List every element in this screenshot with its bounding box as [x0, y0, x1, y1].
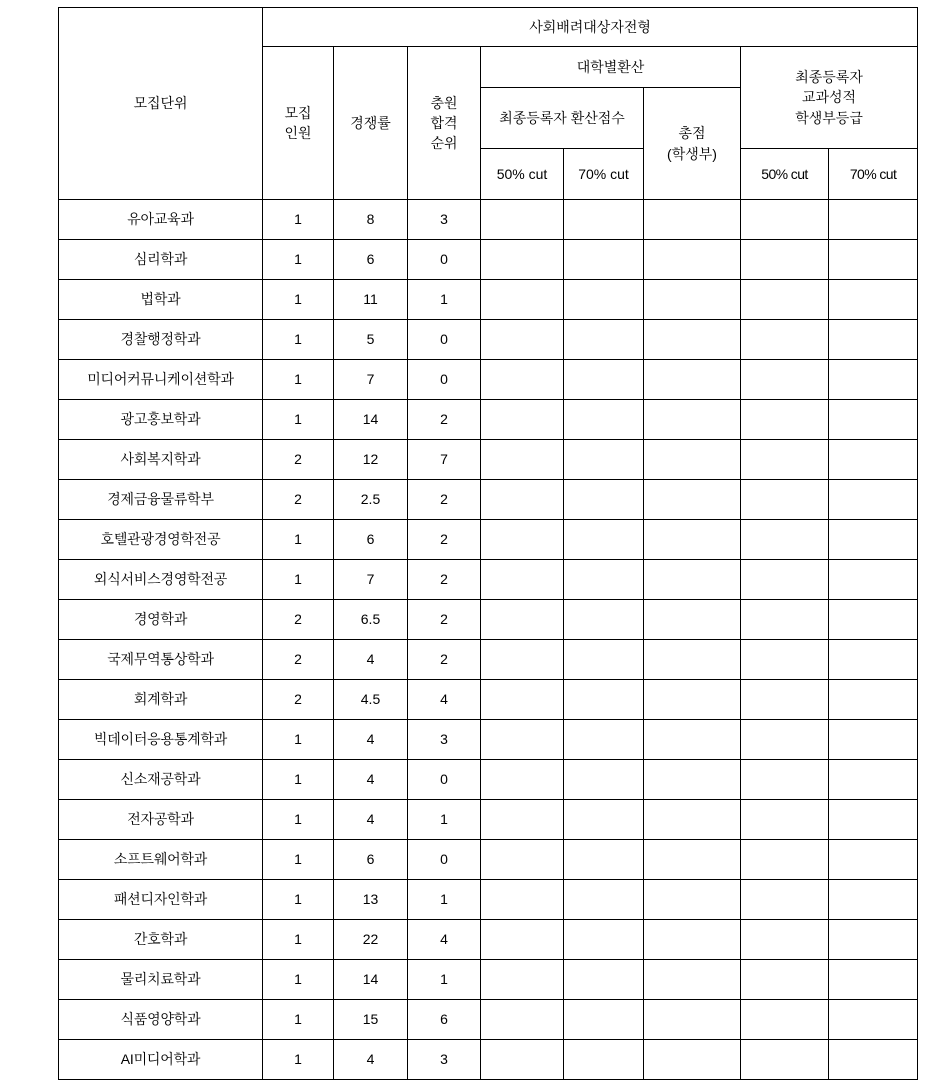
- cell-conversion-cut70: [564, 760, 644, 800]
- cell-grade-cut50: [741, 800, 829, 840]
- cell-grade-cut70: [829, 720, 918, 760]
- cell-conversion-cut50: [481, 520, 564, 560]
- cell-quota: 1: [263, 560, 334, 600]
- cell-conversion-cut50: [481, 960, 564, 1000]
- cell-conversion-cut50: [481, 200, 564, 240]
- cell-quota: 2: [263, 680, 334, 720]
- cell-grade-cut70: [829, 240, 918, 280]
- cell-conversion-cut70: [564, 600, 644, 640]
- cell-grade-cut50: [741, 560, 829, 600]
- cell-grade-cut70: [829, 920, 918, 960]
- column-header-competition-ratio: 경쟁률: [334, 47, 408, 200]
- cell-conversion-cut50: [481, 400, 564, 440]
- column-group-header-university-conversion: 대학별환산: [481, 47, 741, 88]
- rank-label-line1: 충원: [430, 94, 458, 111]
- cell-recruitment-unit: 신소재공학과: [59, 760, 263, 800]
- cell-total-score: [644, 320, 741, 360]
- cell-competition-ratio: 4: [334, 1040, 408, 1080]
- cell-grade-cut50: [741, 880, 829, 920]
- cell-recruitment-unit: 경영학과: [59, 600, 263, 640]
- cell-conversion-cut70: [564, 360, 644, 400]
- cell-grade-cut50: [741, 360, 829, 400]
- cell-conversion-cut70: [564, 1000, 644, 1040]
- table-header: [59, 8, 918, 200]
- cell-grade-cut70: [829, 840, 918, 880]
- cell-grade-cut50: [741, 480, 829, 520]
- table-row: [59, 680, 918, 720]
- table-row: [59, 440, 918, 480]
- cell-grade-cut50: [741, 600, 829, 640]
- cell-conversion-cut70: [564, 880, 644, 920]
- cell-recruitment-unit: 소프트웨어학과: [59, 840, 263, 880]
- cell-conversion-cut50: [481, 1040, 564, 1080]
- cell-quota: 1: [263, 200, 334, 240]
- cell-total-score: [644, 840, 741, 880]
- cell-grade-cut50: [741, 640, 829, 680]
- cell-total-score: [644, 240, 741, 280]
- cell-grade-cut70: [829, 280, 918, 320]
- cell-quota: 1: [263, 800, 334, 840]
- cell-grade-cut50: [741, 520, 829, 560]
- total-score-label-line1: 총점: [678, 125, 706, 142]
- cell-grade-cut70: [829, 320, 918, 360]
- final-grade-label-line3: 학생부등급: [795, 109, 863, 126]
- cell-recruitment-unit: 유아교육과: [59, 200, 263, 240]
- cell-conversion-cut50: [481, 240, 564, 280]
- cell-conversion-cut50: [481, 280, 564, 320]
- cell-total-score: [644, 360, 741, 400]
- cell-waitlist-rank: 2: [408, 600, 481, 640]
- cell-total-score: [644, 920, 741, 960]
- cell-conversion-cut70: [564, 400, 644, 440]
- cell-conversion-cut70: [564, 1040, 644, 1080]
- cell-quota: 1: [263, 1000, 334, 1040]
- column-group-header-final-enrolled-grade: [741, 47, 918, 149]
- cell-waitlist-rank: 4: [408, 680, 481, 720]
- cell-total-score: [644, 400, 741, 440]
- cell-conversion-cut50: [481, 680, 564, 720]
- cell-recruitment-unit: 국제무역통상학과: [59, 640, 263, 680]
- rank-label-line2: 합격: [430, 114, 458, 131]
- cell-grade-cut50: [741, 1040, 829, 1080]
- cell-competition-ratio: 14: [334, 960, 408, 1000]
- cell-conversion-cut50: [481, 880, 564, 920]
- cell-recruitment-unit: 회계학과: [59, 680, 263, 720]
- table-row: [59, 800, 918, 840]
- table-row: [59, 560, 918, 600]
- cell-total-score: [644, 800, 741, 840]
- cell-recruitment-unit: 전자공학과: [59, 800, 263, 840]
- cell-competition-ratio: 4: [334, 640, 408, 680]
- cell-waitlist-rank: 1: [408, 880, 481, 920]
- cell-total-score: [644, 520, 741, 560]
- cell-competition-ratio: 12: [334, 440, 408, 480]
- cell-conversion-cut70: [564, 960, 644, 1000]
- cell-conversion-cut50: [481, 800, 564, 840]
- cell-waitlist-rank: 0: [408, 360, 481, 400]
- cell-waitlist-rank: 0: [408, 760, 481, 800]
- cell-grade-cut70: [829, 640, 918, 680]
- table-row: [59, 960, 918, 1000]
- cell-competition-ratio: 4: [334, 800, 408, 840]
- cell-quota: 1: [263, 520, 334, 560]
- cell-grade-cut70: [829, 1000, 918, 1040]
- cell-grade-cut70: [829, 600, 918, 640]
- cell-competition-ratio: 7: [334, 560, 408, 600]
- column-header-final-enrolled-converted-score: 최종등록자 환산점수: [481, 88, 644, 149]
- cell-grade-cut50: [741, 1000, 829, 1040]
- cell-waitlist-rank: 0: [408, 840, 481, 880]
- cell-conversion-cut70: [564, 640, 644, 680]
- cell-competition-ratio: 8: [334, 200, 408, 240]
- cell-recruitment-unit: 빅데이터응용통계학과: [59, 720, 263, 760]
- quota-label-line1: 모집: [284, 104, 312, 121]
- cell-grade-cut50: [741, 960, 829, 1000]
- table-row: [59, 400, 918, 440]
- cell-total-score: [644, 760, 741, 800]
- table-row: [59, 200, 918, 240]
- cell-waitlist-rank: 2: [408, 480, 481, 520]
- table-row: [59, 280, 918, 320]
- cell-conversion-cut50: [481, 1000, 564, 1040]
- cell-grade-cut50: [741, 200, 829, 240]
- cell-total-score: [644, 1040, 741, 1080]
- cell-conversion-cut50: [481, 840, 564, 880]
- cell-recruitment-unit: 간호학과: [59, 920, 263, 960]
- cell-waitlist-rank: 6: [408, 1000, 481, 1040]
- cell-competition-ratio: 11: [334, 280, 408, 320]
- cell-quota: 2: [263, 640, 334, 680]
- cell-competition-ratio: 4.5: [334, 680, 408, 720]
- cell-recruitment-unit: 광고홍보학과: [59, 400, 263, 440]
- table-row: [59, 1000, 918, 1040]
- cell-waitlist-rank: 4: [408, 920, 481, 960]
- cell-competition-ratio: 5: [334, 320, 408, 360]
- cell-quota: 2: [263, 480, 334, 520]
- cell-quota: 1: [263, 960, 334, 1000]
- column-header-admission-type: 사회배려대상자전형: [263, 8, 918, 47]
- cell-conversion-cut70: [564, 560, 644, 600]
- cell-grade-cut50: [741, 680, 829, 720]
- cell-competition-ratio: 6: [334, 840, 408, 880]
- cell-competition-ratio: 14: [334, 400, 408, 440]
- table-row: [59, 920, 918, 960]
- cell-waitlist-rank: 0: [408, 320, 481, 360]
- cell-conversion-cut50: [481, 480, 564, 520]
- header-row-title: [59, 8, 918, 47]
- table-row: [59, 840, 918, 880]
- table-row: [59, 880, 918, 920]
- cell-total-score: [644, 280, 741, 320]
- cell-recruitment-unit: 법학과: [59, 280, 263, 320]
- cell-grade-cut70: [829, 400, 918, 440]
- cell-conversion-cut50: [481, 360, 564, 400]
- column-header-conversion-cut70: 70% cut: [564, 149, 644, 200]
- cell-waitlist-rank: 1: [408, 800, 481, 840]
- cell-grade-cut50: [741, 720, 829, 760]
- cell-quota: 1: [263, 240, 334, 280]
- cell-waitlist-rank: 2: [408, 560, 481, 600]
- cell-total-score: [644, 680, 741, 720]
- cell-conversion-cut50: [481, 760, 564, 800]
- cell-conversion-cut50: [481, 560, 564, 600]
- cell-recruitment-unit: AI미디어학과: [59, 1040, 263, 1080]
- cell-competition-ratio: 6.5: [334, 600, 408, 640]
- cell-recruitment-unit: 경찰행정학과: [59, 320, 263, 360]
- column-header-total-score: [644, 88, 741, 200]
- column-header-conversion-cut50: 50% cut: [481, 149, 564, 200]
- cell-recruitment-unit: 심리학과: [59, 240, 263, 280]
- cell-competition-ratio: 2.5: [334, 480, 408, 520]
- column-header-recruitment-unit: 모집단위: [59, 8, 263, 200]
- cell-competition-ratio: 13: [334, 880, 408, 920]
- table-row: [59, 1040, 918, 1080]
- cell-conversion-cut70: [564, 480, 644, 520]
- cell-grade-cut70: [829, 560, 918, 600]
- cell-quota: 2: [263, 440, 334, 480]
- cell-competition-ratio: 7: [334, 360, 408, 400]
- column-header-grade-cut50: 50% cut: [741, 149, 829, 200]
- table-row: [59, 480, 918, 520]
- cell-conversion-cut70: [564, 680, 644, 720]
- cell-grade-cut50: [741, 440, 829, 480]
- cell-quota: 1: [263, 720, 334, 760]
- cell-waitlist-rank: 2: [408, 520, 481, 560]
- cell-total-score: [644, 200, 741, 240]
- table-row: [59, 240, 918, 280]
- cell-recruitment-unit: 호텔관광경영학전공: [59, 520, 263, 560]
- column-header-quota: [263, 47, 334, 200]
- cell-total-score: [644, 880, 741, 920]
- cell-conversion-cut70: [564, 920, 644, 960]
- cell-conversion-cut70: [564, 840, 644, 880]
- cell-total-score: [644, 640, 741, 680]
- cell-recruitment-unit: 경제금융물류학부: [59, 480, 263, 520]
- cell-waitlist-rank: 7: [408, 440, 481, 480]
- cell-recruitment-unit: 외식서비스경영학전공: [59, 560, 263, 600]
- cell-grade-cut70: [829, 680, 918, 720]
- cell-grade-cut70: [829, 520, 918, 560]
- total-score-label-line2: (학생부): [667, 145, 717, 162]
- cell-grade-cut50: [741, 840, 829, 880]
- cell-competition-ratio: 6: [334, 240, 408, 280]
- cell-total-score: [644, 440, 741, 480]
- cell-grade-cut70: [829, 480, 918, 520]
- cell-waitlist-rank: 3: [408, 200, 481, 240]
- cell-recruitment-unit: 물리치료학과: [59, 960, 263, 1000]
- cell-grade-cut50: [741, 280, 829, 320]
- cell-total-score: [644, 600, 741, 640]
- cell-waitlist-rank: 1: [408, 960, 481, 1000]
- cell-quota: 1: [263, 320, 334, 360]
- final-grade-label-line1: 최종등록자: [795, 69, 863, 86]
- column-header-grade-cut70: 70% cut: [829, 149, 918, 200]
- cell-conversion-cut70: [564, 240, 644, 280]
- cell-grade-cut50: [741, 920, 829, 960]
- cell-grade-cut70: [829, 1040, 918, 1080]
- cell-waitlist-rank: 3: [408, 720, 481, 760]
- cell-competition-ratio: 22: [334, 920, 408, 960]
- cell-conversion-cut70: [564, 200, 644, 240]
- cell-conversion-cut50: [481, 920, 564, 960]
- cell-recruitment-unit: 패션디자인학과: [59, 880, 263, 920]
- cell-conversion-cut70: [564, 320, 644, 360]
- cell-quota: 1: [263, 360, 334, 400]
- cell-grade-cut50: [741, 760, 829, 800]
- cell-conversion-cut70: [564, 800, 644, 840]
- cell-total-score: [644, 560, 741, 600]
- cell-quota: 1: [263, 880, 334, 920]
- cell-waitlist-rank: 2: [408, 400, 481, 440]
- cell-grade-cut70: [829, 440, 918, 480]
- cell-quota: 1: [263, 1040, 334, 1080]
- cell-quota: 1: [263, 760, 334, 800]
- cell-conversion-cut70: [564, 440, 644, 480]
- cell-competition-ratio: 4: [334, 720, 408, 760]
- cell-conversion-cut70: [564, 280, 644, 320]
- cell-grade-cut70: [829, 800, 918, 840]
- cell-recruitment-unit: 식품영양학과: [59, 1000, 263, 1040]
- admissions-table: [58, 7, 918, 1080]
- cell-grade-cut70: [829, 200, 918, 240]
- cell-quota: 1: [263, 400, 334, 440]
- cell-waitlist-rank: 1: [408, 280, 481, 320]
- cell-grade-cut70: [829, 960, 918, 1000]
- cell-grade-cut70: [829, 360, 918, 400]
- table-row: [59, 760, 918, 800]
- cell-conversion-cut70: [564, 520, 644, 560]
- cell-recruitment-unit: 사회복지학과: [59, 440, 263, 480]
- cell-total-score: [644, 480, 741, 520]
- cell-total-score: [644, 1000, 741, 1040]
- cell-conversion-cut50: [481, 640, 564, 680]
- cell-grade-cut70: [829, 760, 918, 800]
- cell-quota: 1: [263, 920, 334, 960]
- rank-label-line3: 순위: [430, 135, 458, 152]
- cell-conversion-cut50: [481, 720, 564, 760]
- cell-conversion-cut70: [564, 720, 644, 760]
- table-row: [59, 360, 918, 400]
- final-grade-label-line2: 교과성적: [801, 89, 857, 106]
- cell-competition-ratio: 6: [334, 520, 408, 560]
- cell-grade-cut50: [741, 320, 829, 360]
- cell-competition-ratio: 4: [334, 760, 408, 800]
- cell-grade-cut70: [829, 880, 918, 920]
- table-row: [59, 320, 918, 360]
- cell-conversion-cut50: [481, 600, 564, 640]
- cell-total-score: [644, 960, 741, 1000]
- cell-waitlist-rank: 0: [408, 240, 481, 280]
- table-row: [59, 640, 918, 680]
- cell-quota: 1: [263, 280, 334, 320]
- cell-recruitment-unit: 미디어커뮤니케이션학과: [59, 360, 263, 400]
- cell-conversion-cut50: [481, 440, 564, 480]
- table-row: [59, 720, 918, 760]
- cell-quota: 2: [263, 600, 334, 640]
- cell-waitlist-rank: 3: [408, 1040, 481, 1080]
- cell-grade-cut50: [741, 400, 829, 440]
- cell-grade-cut50: [741, 240, 829, 280]
- cell-total-score: [644, 720, 741, 760]
- cell-quota: 1: [263, 840, 334, 880]
- cell-waitlist-rank: 2: [408, 640, 481, 680]
- table-row: [59, 520, 918, 560]
- table-body: [59, 200, 918, 1080]
- table-row: [59, 600, 918, 640]
- quota-label-line2: 인원: [284, 125, 312, 141]
- cell-competition-ratio: 15: [334, 1000, 408, 1040]
- column-header-waitlist-rank: [408, 47, 481, 200]
- cell-conversion-cut50: [481, 320, 564, 360]
